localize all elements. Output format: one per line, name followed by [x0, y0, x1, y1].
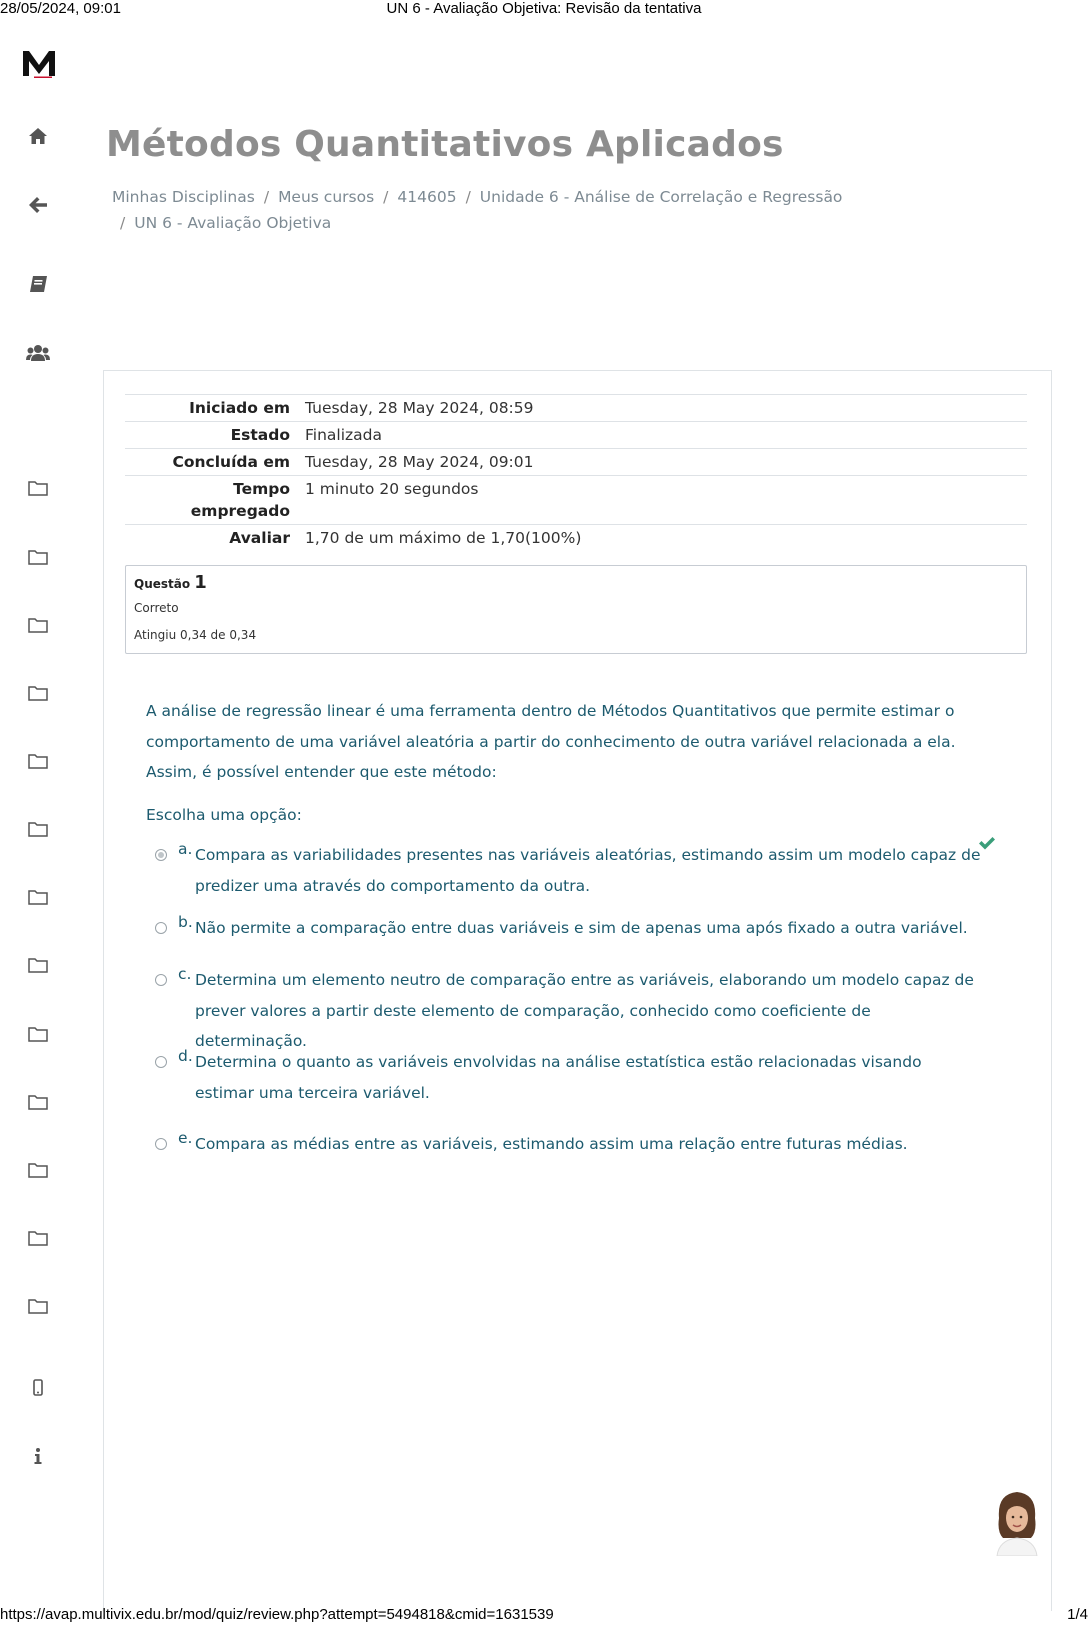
- summary-value: Finalizada: [305, 426, 383, 444]
- folder-icon[interactable]: [24, 681, 52, 705]
- users-icon[interactable]: [24, 341, 52, 365]
- question-number-value: 1: [194, 572, 207, 593]
- correct-check-icon: [978, 836, 996, 855]
- breadcrumb-separator: /: [263, 188, 270, 206]
- folder-icon[interactable]: [24, 545, 52, 569]
- summary-label: Concluída em: [172, 453, 290, 471]
- folder-icon[interactable]: [24, 953, 52, 977]
- option-text: Não permite a comparação entre duas variáveis e sim de apenas uma após fixado a outra variável.: [195, 919, 968, 937]
- folder-icon[interactable]: [24, 1158, 52, 1182]
- logo-m-icon: [22, 48, 56, 78]
- radio-button[interactable]: [155, 1056, 167, 1068]
- option-letter: d.: [178, 1047, 193, 1065]
- option-text: Determina o quanto as variáveis envolvidas na análise estatística estão relacionadas visando estimar uma terceira variável.: [195, 1053, 922, 1102]
- breadcrumb-item-meus-cursos[interactable]: Meus cursos: [278, 188, 375, 206]
- summary-row-state: [125, 422, 1027, 449]
- print-datetime: 28/05/2024, 09:01: [0, 0, 121, 17]
- mobile-icon[interactable]: [24, 1376, 52, 1400]
- breadcrumb-separator: /: [120, 214, 126, 232]
- folder-icon[interactable]: [24, 476, 52, 500]
- option-text: Compara as variabilidades presentes nas variáveis aleatórias, estimando assim um modelo capaz de predizer uma através do comportamento da outra.: [195, 846, 981, 895]
- question-number: [134, 572, 207, 593]
- course-title: Métodos Quantitativos Aplicados: [106, 124, 784, 165]
- summary-label: Estado: [230, 426, 290, 444]
- breadcrumb-separator: /: [383, 188, 389, 206]
- folder-icon[interactable]: [24, 749, 52, 773]
- folder-icon[interactable]: [24, 817, 52, 841]
- option-text: Compara as médias entre as variáveis, estimando assim uma relação entre futuras médias.: [195, 1135, 908, 1153]
- breadcrumb: [112, 184, 872, 236]
- option-letter: a.: [178, 840, 193, 858]
- question-state: Correto: [134, 601, 179, 615]
- option-letter: c.: [178, 965, 192, 983]
- breadcrumb-separator: /: [465, 188, 471, 206]
- folder-icon[interactable]: [24, 1090, 52, 1114]
- radio-button-selected[interactable]: [155, 849, 167, 861]
- book-icon[interactable]: [24, 272, 52, 296]
- summary-row-started: [125, 395, 1027, 422]
- option-text: Determina um elemento neutro de comparação entre as variáveis, elaborando um modelo capaz de prever valores a partir deste elemento de comparação, conhecido como coeficiente de determinação.: [195, 971, 974, 1050]
- option-letter: b.: [178, 913, 193, 931]
- question-info-box: [125, 565, 1027, 654]
- folder-icon[interactable]: [24, 1226, 52, 1250]
- radio-button[interactable]: [155, 922, 167, 934]
- summary-value: 1 minuto 20 segundos: [305, 480, 479, 498]
- summary-label: Tempo empregado: [190, 480, 290, 520]
- print-page-count: 1/4: [1067, 1606, 1088, 1623]
- option-letter: e.: [178, 1129, 193, 1147]
- arrow-left-icon[interactable]: [24, 193, 52, 217]
- attempt-summary-table: [125, 394, 1027, 551]
- folder-icon[interactable]: [24, 1022, 52, 1046]
- question-grade: Atingiu 0,34 de 0,34: [134, 628, 257, 642]
- logo[interactable]: [22, 48, 56, 78]
- summary-value: Tuesday, 28 May 2024, 08:59: [305, 399, 534, 417]
- sidebar: [0, 40, 75, 1600]
- print-title: UN 6 - Avaliação Objetiva: Revisão da tentativa: [386, 0, 702, 17]
- radio-button[interactable]: [155, 1138, 167, 1150]
- folder-icon[interactable]: [24, 885, 52, 909]
- summary-row-time-taken: [125, 476, 1027, 525]
- breadcrumb-item-unidade[interactable]: Unidade 6 - Análise de Correlação e Regressão: [479, 188, 843, 206]
- summary-value: Tuesday, 28 May 2024, 09:01: [305, 453, 534, 471]
- question-label: Questão: [134, 577, 191, 591]
- info-icon[interactable]: [24, 1444, 52, 1468]
- assistant-avatar[interactable]: [993, 1488, 1041, 1556]
- summary-row-completed: [125, 449, 1027, 476]
- answer-prompt: Escolha uma opção:: [146, 806, 302, 824]
- breadcrumb-item-course-id[interactable]: 414605: [397, 188, 457, 206]
- folder-icon[interactable]: [24, 613, 52, 637]
- breadcrumb-item-quiz[interactable]: UN 6 - Avaliação Objetiva: [134, 214, 332, 232]
- summary-row-grade: [125, 525, 1027, 552]
- folder-icon[interactable]: [24, 1294, 52, 1318]
- summary-label: Avaliar: [229, 529, 290, 547]
- print-header: [0, 0, 1088, 18]
- breadcrumb-item-minhas-disciplinas[interactable]: Minhas Disciplinas: [112, 188, 255, 206]
- radio-button[interactable]: [155, 974, 167, 986]
- question-text: A análise de regressão linear é uma ferramenta dentro de Métodos Quantitativos que permite estimar o comportamento de uma variável aleatória a partir do conhecimento de outra variável relacionada a ela. Assim, é possível entender que este método:: [146, 702, 956, 781]
- print-url: https://avap.multivix.edu.br/mod/quiz/review.php?attempt=5494818&cmid=1631539: [0, 1606, 554, 1623]
- home-icon[interactable]: [24, 124, 52, 148]
- summary-label: Iniciado em: [189, 399, 290, 417]
- summary-value: 1,70 de um máximo de 1,70(100%): [305, 529, 582, 547]
